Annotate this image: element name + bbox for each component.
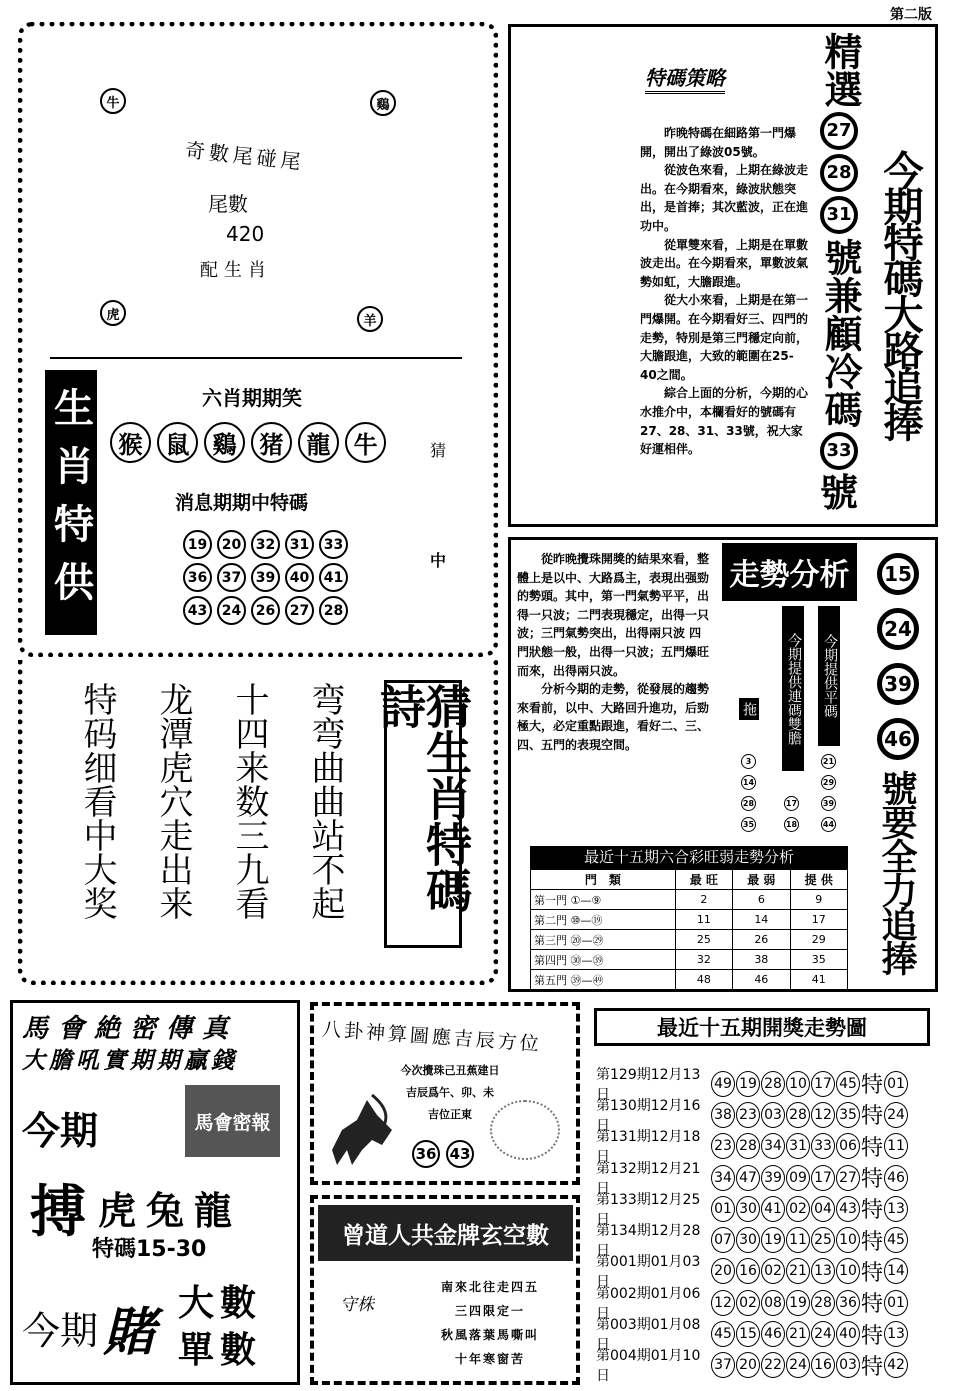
ball: 13 bbox=[811, 1258, 835, 1284]
column-header: 門 類 bbox=[531, 870, 676, 890]
history-title: 最近十五期開獎走勢圖 bbox=[594, 1008, 930, 1046]
special-label: 特 bbox=[861, 1260, 884, 1286]
featured-number: 39 bbox=[877, 663, 919, 705]
draw-label: 第002期01月06日 bbox=[596, 1285, 701, 1322]
draw-label: 第130期12月16日 bbox=[596, 1097, 701, 1134]
ball: 36 bbox=[836, 1290, 860, 1316]
fax-animals: 虎兔龍 bbox=[98, 1189, 243, 1233]
strategy-headline: 今期特碼大路追捧 bbox=[877, 150, 923, 438]
number-ball: 41 bbox=[319, 563, 348, 592]
picks-top: 精選 bbox=[817, 32, 862, 108]
special-label: 特 bbox=[861, 1229, 884, 1255]
table-cell: 第一門 ①—⑨ bbox=[531, 890, 676, 910]
ball: 31 bbox=[786, 1133, 810, 1159]
ball: 21 bbox=[786, 1321, 810, 1347]
trend-text bbox=[517, 550, 713, 755]
ball: 02 bbox=[736, 1290, 760, 1316]
shengxiao-side-label: 生肖特供 bbox=[45, 370, 97, 635]
ball: 23 bbox=[736, 1102, 760, 1128]
ball: 19 bbox=[736, 1071, 760, 1097]
column-header: 最 旺 bbox=[675, 870, 732, 890]
special-label: 特 bbox=[861, 1167, 884, 1193]
draw-label: 第001期01月03日 bbox=[596, 1254, 701, 1291]
ball: 24 bbox=[786, 1352, 810, 1378]
number-ball: 32 bbox=[251, 530, 280, 559]
divider bbox=[50, 357, 462, 359]
ball: 12 bbox=[811, 1102, 835, 1128]
column-header: 提 供 bbox=[790, 870, 847, 890]
shensuan-line: 吉位正東 bbox=[428, 1108, 472, 1121]
ball: 08 bbox=[761, 1290, 785, 1316]
table-cell: 第四門 ㉚—㊴ bbox=[531, 950, 676, 970]
side-char: 中 bbox=[430, 551, 447, 570]
table-cell: 41 bbox=[790, 970, 847, 990]
match-label: 配生肖 bbox=[200, 260, 272, 281]
table-cell: 6 bbox=[733, 890, 790, 910]
table-row bbox=[531, 890, 848, 910]
table-row bbox=[531, 970, 848, 990]
fax-today2: 今期 bbox=[22, 1309, 99, 1353]
ball: 04 bbox=[811, 1196, 835, 1222]
ball: 37 bbox=[711, 1352, 735, 1378]
draw-label: 第004期01月10日 bbox=[596, 1348, 701, 1385]
number-grid bbox=[183, 530, 353, 625]
poem-columns bbox=[78, 682, 344, 920]
ball: 40 bbox=[836, 1321, 860, 1347]
number-ball: 24 bbox=[217, 596, 246, 625]
daoren-title: 曾道人共金牌玄空數 bbox=[318, 1205, 573, 1261]
fax-special: 特碼15-30 bbox=[92, 1237, 207, 1262]
ball: 46 bbox=[761, 1321, 785, 1347]
history-list bbox=[596, 1066, 936, 1385]
small-number: 28 bbox=[741, 796, 756, 811]
number-ball: 28 bbox=[319, 596, 348, 625]
special-label: 特 bbox=[861, 1323, 884, 1349]
trend-title: 走勢分析 bbox=[722, 543, 857, 601]
table-cell: 2 bbox=[675, 890, 732, 910]
small-number: 44 bbox=[821, 817, 836, 832]
tail-label: 尾數 bbox=[208, 192, 248, 216]
table-title: 最近十五期六合彩旺弱走勢分析 bbox=[530, 846, 848, 869]
ball: 17 bbox=[811, 1165, 835, 1191]
number-ball: 39 bbox=[251, 563, 280, 592]
small-number: 3 bbox=[741, 754, 756, 769]
table-cell: 11 bbox=[675, 910, 732, 930]
special-ball: 01 bbox=[884, 1071, 908, 1097]
table-cell: 第二門 ⑩—⑲ bbox=[531, 910, 676, 930]
draw-label: 第133期12月25日 bbox=[596, 1191, 701, 1228]
ball: 20 bbox=[711, 1258, 735, 1284]
shensuan-number: 36 bbox=[412, 1140, 440, 1168]
animal-list bbox=[110, 422, 386, 463]
ball: 38 bbox=[711, 1102, 735, 1128]
special-ball: 46 bbox=[884, 1165, 908, 1191]
column-header: 最 弱 bbox=[733, 870, 790, 890]
small-number: 29 bbox=[821, 775, 836, 790]
shengxiao-heading: 六肖期期笑 bbox=[202, 386, 302, 410]
special-label: 特 bbox=[861, 1292, 884, 1318]
number-ball: 33 bbox=[319, 530, 348, 559]
table-row bbox=[531, 950, 848, 970]
picks-column bbox=[814, 32, 864, 514]
table-cell: 38 bbox=[733, 950, 790, 970]
ball: 20 bbox=[736, 1352, 760, 1378]
corner-zodiac: 虎 bbox=[100, 300, 126, 326]
ball: 24 bbox=[811, 1321, 835, 1347]
ball: 17 bbox=[811, 1071, 835, 1097]
special-ball: 24 bbox=[884, 1102, 908, 1128]
archer-horse-image bbox=[322, 1090, 402, 1170]
featured-numbers bbox=[877, 553, 919, 760]
zodiac-title: 奇數尾碰尾 bbox=[183, 137, 306, 175]
table-cell: 46 bbox=[733, 970, 790, 990]
shensuan-number: 43 bbox=[446, 1140, 474, 1168]
paragraph: 從波色來看，上期在綠波走出。在今期看來，綠波狀態突出，是首捧；其次藍波，正在進功中。 bbox=[640, 163, 809, 233]
table-row bbox=[531, 930, 848, 950]
special-label: 特 bbox=[861, 1354, 884, 1380]
table-cell: 14 bbox=[733, 910, 790, 930]
fax-line2: 大膽吼實期期贏錢 bbox=[22, 1048, 238, 1074]
ball: 09 bbox=[786, 1165, 810, 1191]
ball: 15 bbox=[736, 1321, 760, 1347]
table-row bbox=[531, 910, 848, 930]
special-ball: 45 bbox=[884, 1227, 908, 1253]
small-number: 21 bbox=[821, 754, 836, 769]
fax-bo: 搏 bbox=[30, 1179, 86, 1245]
table-header-row bbox=[531, 870, 848, 890]
table-cell: 32 bbox=[675, 950, 732, 970]
featured-text: 號要全力追捧 bbox=[876, 770, 917, 974]
signature: 守株 bbox=[340, 1295, 374, 1315]
draw-label: 第129期12月13日 bbox=[596, 1066, 701, 1103]
shengxiao-sub: 消息期期中特碼 bbox=[175, 492, 309, 514]
special-ball: 01 bbox=[884, 1290, 908, 1316]
small-number: 17 bbox=[784, 796, 799, 811]
ball: 45 bbox=[711, 1321, 735, 1347]
special-label: 特 bbox=[861, 1198, 884, 1224]
ball: 02 bbox=[786, 1196, 810, 1222]
draw-label: 第134期12月28日 bbox=[596, 1223, 701, 1260]
ball: 10 bbox=[786, 1071, 810, 1097]
featured-number: 46 bbox=[877, 718, 919, 760]
special-ball: 42 bbox=[884, 1352, 908, 1378]
ball: 28 bbox=[736, 1133, 760, 1159]
small-number: 35 bbox=[741, 817, 756, 832]
ball: 23 bbox=[711, 1133, 735, 1159]
shensuan-title: 八卦神算圖應吉辰方位 bbox=[321, 1018, 543, 1056]
ball: 41 bbox=[761, 1196, 785, 1222]
verse-line: 秋風落葉馬嘶叫 bbox=[440, 1328, 539, 1342]
paragraph: 昨晚特碼在細路第一門爆開，開出了綠波05號。 bbox=[640, 126, 797, 159]
table-cell: 9 bbox=[790, 890, 847, 910]
table-cell: 17 bbox=[790, 910, 847, 930]
ball: 16 bbox=[811, 1352, 835, 1378]
table-cell: 第三門 ⑳—㉙ bbox=[531, 930, 676, 950]
ball: 19 bbox=[786, 1290, 810, 1316]
ball: 43 bbox=[836, 1196, 860, 1222]
draw-label: 第003期01月08日 bbox=[596, 1317, 701, 1354]
verse-line: 十年寒窗苦 bbox=[454, 1352, 525, 1366]
poem-column: 弯弯曲曲站不起 bbox=[305, 682, 345, 920]
ball: 03 bbox=[836, 1352, 860, 1378]
ball: 22 bbox=[761, 1352, 785, 1378]
number-ball: 27 bbox=[285, 596, 314, 625]
special-label: 特 bbox=[861, 1073, 884, 1099]
ball: 07 bbox=[711, 1227, 735, 1253]
strategy-text bbox=[640, 124, 808, 459]
featured-number: 15 bbox=[877, 553, 919, 595]
ball: 34 bbox=[711, 1165, 735, 1191]
table-cell: 25 bbox=[675, 930, 732, 950]
paragraph: 分析今期的走勢，從發展的趨勢來看前，以中、大路回升進功，后勁極大，必定重點跟進，看好二、三、四、五門的表現空間。 bbox=[517, 682, 710, 752]
ball: 35 bbox=[836, 1102, 860, 1128]
poem-column: 十四来数三九看 bbox=[229, 682, 269, 920]
number-ball: 31 bbox=[285, 530, 314, 559]
ball: 28 bbox=[811, 1290, 835, 1316]
ball: 06 bbox=[836, 1133, 860, 1159]
featured-number: 24 bbox=[877, 608, 919, 650]
side-char: 猜 bbox=[430, 441, 447, 460]
verse-line: 三四限定一 bbox=[454, 1304, 525, 1318]
number-ball: 36 bbox=[183, 563, 212, 592]
pick-number: 28 bbox=[820, 154, 858, 192]
fax-line1: 馬會絶密傳真 bbox=[22, 1014, 239, 1044]
ball: 19 bbox=[761, 1227, 785, 1253]
poem-column: 特码细看中大奖 bbox=[77, 682, 117, 920]
table-cell: 48 bbox=[675, 970, 732, 990]
pick-number: 31 bbox=[820, 196, 858, 234]
small-number: 14 bbox=[741, 775, 756, 790]
daoren-verse bbox=[420, 1275, 560, 1371]
table-cell: 第五門 ㊴—㊾ bbox=[531, 970, 676, 990]
special-ball: 14 bbox=[884, 1258, 908, 1284]
ball: 11 bbox=[786, 1227, 810, 1253]
zodiac-circle: 鼠 bbox=[157, 422, 198, 463]
number-ball: 19 bbox=[183, 530, 212, 559]
number-ball: 37 bbox=[217, 563, 246, 592]
paragraph: 綜合上面的分析，今期的心水推介中，本欄看好的號碼有27、28、31、33號，祝大家好運相伴。 bbox=[640, 386, 809, 457]
ball: 49 bbox=[711, 1071, 735, 1097]
zodiac-circle: 猴 bbox=[110, 422, 151, 463]
number-ball: 40 bbox=[285, 563, 314, 592]
fax-big: 大數 bbox=[178, 1283, 263, 1324]
ball: 25 bbox=[811, 1227, 835, 1253]
zodiac-circle: 龍 bbox=[298, 422, 339, 463]
ball: 02 bbox=[761, 1258, 785, 1284]
pingma-numbers bbox=[821, 754, 836, 832]
ball: 16 bbox=[736, 1258, 760, 1284]
poem-title: 猜生肖特碼詩 bbox=[384, 680, 462, 948]
ball: 47 bbox=[736, 1165, 760, 1191]
label-pingma: 今期提供平碼 bbox=[818, 606, 840, 746]
lianma-numbers bbox=[784, 796, 799, 832]
special-ball: 13 bbox=[884, 1321, 908, 1347]
small-number: 18 bbox=[784, 817, 799, 832]
special-ball: 13 bbox=[884, 1196, 908, 1222]
draw-label: 第131期12月18日 bbox=[596, 1129, 701, 1166]
fax-du: 賭 bbox=[103, 1303, 156, 1363]
number-ball: 43 bbox=[183, 596, 212, 625]
ball: 12 bbox=[711, 1290, 735, 1316]
label-lianma: 今期提供連碼雙膽 bbox=[782, 606, 804, 771]
ball: 21 bbox=[786, 1258, 810, 1284]
ball: 34 bbox=[761, 1133, 785, 1159]
corner-zodiac: 牛 bbox=[100, 88, 126, 114]
ball: 45 bbox=[836, 1071, 860, 1097]
verse-line: 南來北往走四五 bbox=[440, 1280, 539, 1294]
small-number: 39 bbox=[821, 796, 836, 811]
draw-row bbox=[596, 1348, 936, 1385]
strategy-logo: 特碼策略 bbox=[645, 62, 725, 94]
special-ball: 11 bbox=[884, 1133, 908, 1159]
table-cell: 26 bbox=[733, 930, 790, 950]
tuo-numbers bbox=[741, 754, 756, 832]
paragraph: 從大小來看，上期是在第一門爆開。在今期看好三、四門的走勢，特別是第三門穩定向前，大膽跟進，大致的範圍在25-40之間。 bbox=[640, 293, 809, 382]
special-label: 特 bbox=[861, 1104, 884, 1130]
number-ball: 26 bbox=[251, 596, 280, 625]
picks-mid: 號兼顧冷碼 bbox=[817, 238, 862, 428]
picks-end: 號 bbox=[819, 471, 858, 515]
zodiac-circle: 猪 bbox=[251, 422, 292, 463]
paragraph: 從單雙來看，上期是在單數波走出。在今期看來，單數波氣勢如虹，大膽跟進。 bbox=[640, 237, 809, 289]
special-label: 特 bbox=[861, 1135, 884, 1161]
ball: 39 bbox=[761, 1165, 785, 1191]
ball: 27 bbox=[836, 1165, 860, 1191]
ball: 03 bbox=[761, 1102, 785, 1128]
ball: 10 bbox=[836, 1227, 860, 1253]
ball: 10 bbox=[836, 1258, 860, 1284]
label-tuo: 拖 bbox=[739, 698, 759, 720]
paragraph: 從昨晚攪珠開獎的結果來看，整體上是以中、大路爲主，表現出强勁的勢頭。其中，第一門氣勢平平，出得一只波；二門表現穩定，出得一只波；三門氣勢突出，出得兩只波 四門狀態一般，出得一只波；五門爆旺而來，出得兩只波。 bbox=[517, 552, 710, 678]
fax-today: 今期 bbox=[22, 1109, 99, 1153]
table-cell: 29 bbox=[790, 930, 847, 950]
ball: 28 bbox=[786, 1102, 810, 1128]
zodiac-circle: 鷄 bbox=[204, 422, 245, 463]
ball: 33 bbox=[811, 1133, 835, 1159]
ball: 01 bbox=[711, 1196, 735, 1222]
ball: 30 bbox=[736, 1196, 760, 1222]
ball: 30 bbox=[736, 1227, 760, 1253]
pick-number: 27 bbox=[820, 112, 858, 150]
trend-table bbox=[530, 846, 848, 990]
tail-value: 420 bbox=[226, 222, 265, 246]
shensuan-line: 吉辰爲午、卯、未 bbox=[406, 1086, 494, 1099]
ball: 28 bbox=[761, 1071, 785, 1097]
cold-number: 33 bbox=[820, 432, 858, 470]
table-cell: 35 bbox=[790, 950, 847, 970]
number-ball: 20 bbox=[217, 530, 246, 559]
corner-zodiac: 鷄 bbox=[370, 90, 396, 116]
poem-column: 龙潭虎穴走出来 bbox=[153, 682, 193, 920]
draw-label: 第132期12月21日 bbox=[596, 1160, 701, 1197]
fax-single: 單數 bbox=[178, 1330, 263, 1371]
compass-diagram-icon bbox=[490, 1100, 560, 1160]
corner-zodiac: 羊 bbox=[357, 306, 383, 332]
zodiac-circle: 牛 bbox=[345, 422, 386, 463]
edition-label: 第二版 bbox=[890, 7, 932, 23]
fax-stamp: 馬會密報 bbox=[185, 1085, 280, 1157]
shensuan-line: 今次攪珠己丑蕉建日 bbox=[400, 1064, 500, 1077]
